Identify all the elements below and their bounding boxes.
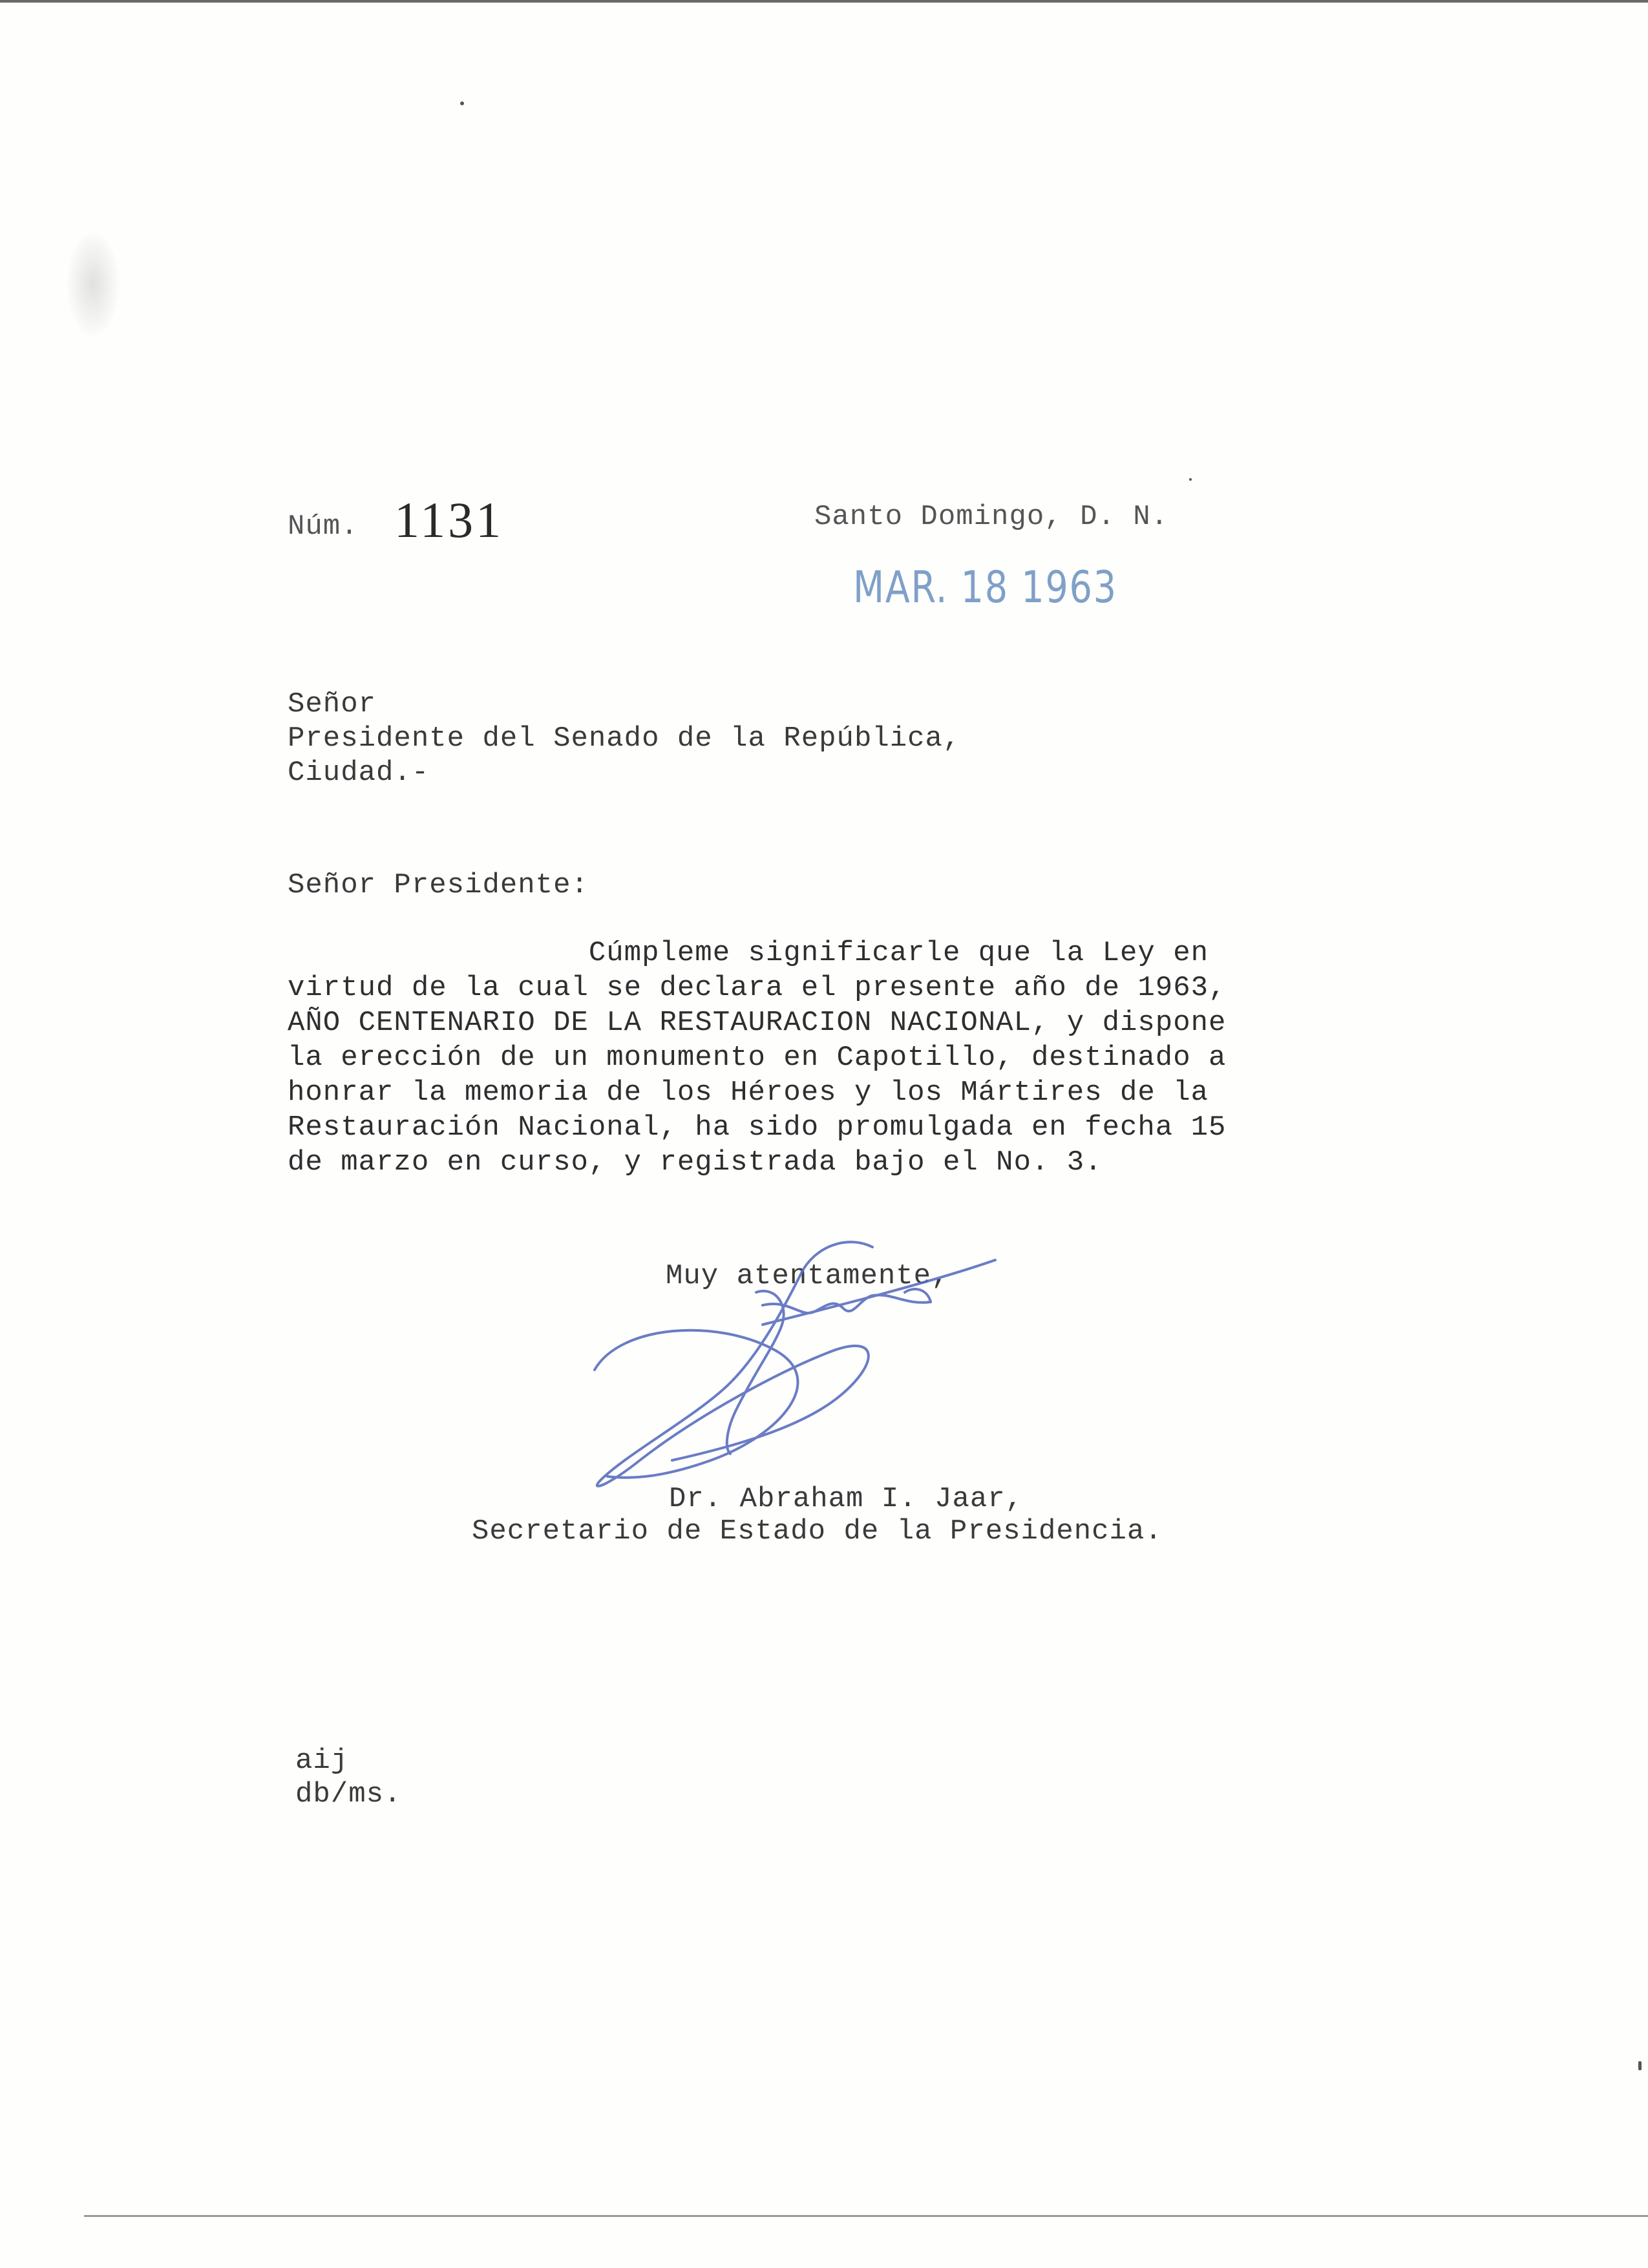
signer-name: Dr. Abraham I. Jaar,: [669, 1483, 1024, 1515]
body-line: AÑO CENTENARIO DE LA RESTAURACION NACIONAL, y dispone: [288, 1007, 1227, 1039]
reference-number: 1131: [394, 492, 504, 548]
body-line: Cúmpleme significarle que la Ley en: [288, 937, 1209, 969]
body-line: virtud de la cual se declara el presente año de 1963,: [288, 972, 1227, 1004]
place-line: Santo Domingo, D. N.: [814, 501, 1169, 533]
paper-speck: [1189, 478, 1192, 481]
typist-initials: aij: [295, 1745, 349, 1777]
paper-speck: [460, 101, 464, 105]
handwritten-signature: [569, 1221, 1008, 1506]
reference-initials: db/ms.: [295, 1778, 402, 1811]
body-line: Restauración Nacional, ha sido promulgada en fecha 15: [288, 1111, 1227, 1144]
body-line: honrar la memoria de los Héroes y los Mártires de la: [288, 1076, 1209, 1109]
recipient-position: Presidente del Senado de la República,: [288, 722, 961, 755]
recipient-city: Ciudad.-: [288, 757, 430, 789]
body-line: de marzo en curso, y registrada bajo el No. 3.: [288, 1146, 1103, 1179]
recipient-title: Señor: [288, 688, 377, 720]
page-bottom-edge: [84, 2215, 1648, 2217]
paper-speck: [1638, 2061, 1642, 2070]
salutation: Señor Presidente:: [288, 869, 589, 901]
closing: Muy atentamente,: [666, 1260, 949, 1292]
reference-number-label: Núm.: [288, 510, 359, 543]
page-top-edge: [0, 0, 1648, 3]
paper-smudge: [67, 233, 119, 336]
body-line: la erección de un monumento en Capotillo, destinado a: [288, 1042, 1227, 1074]
signer-title: Secretario de Estado de la Presidencia.: [472, 1515, 1163, 1548]
date-stamp: MAR. 18 1963: [853, 562, 1117, 613]
